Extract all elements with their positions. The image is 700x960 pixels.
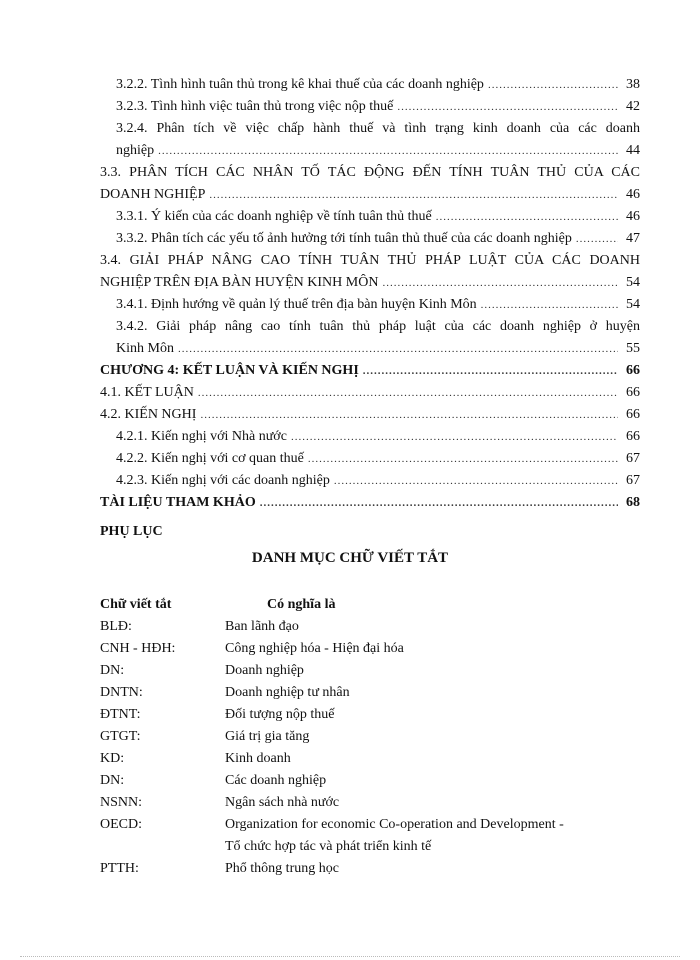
toc-leader-dots (200, 404, 618, 426)
toc-leader-dots (198, 382, 618, 404)
abbreviation-meaning (225, 748, 620, 770)
abbreviation-meaning-line: Tổ chức hợp tác và phát triển kinh tế (225, 839, 432, 854)
abbreviation-row (100, 770, 620, 792)
abbreviation-meaning-line: Doanh nghiệp tư nhân (225, 685, 350, 700)
abbreviation-row (100, 704, 620, 726)
toc-entry-text: 3.4. GIẢI PHÁP NÂNG CAO TÍNH TUÂN THỦ PHÁP LUẬT CỦA CÁC DOANH (100, 253, 640, 268)
toc-leader-dots (488, 74, 618, 96)
toc-leader-dots (363, 360, 618, 382)
abbreviations-title: DANH MỤC CHỮ VIẾT TẮT (251, 550, 449, 566)
abbreviation-term: DN: (100, 773, 125, 788)
header-abbr: Chữ viết tắt (100, 597, 172, 612)
toc-entry-text: TÀI LIỆU THAM KHẢO (100, 495, 256, 510)
toc-page-number: 67 (626, 451, 640, 466)
toc-entry-continuation (100, 338, 640, 360)
page-bottom-rule (20, 956, 680, 957)
header-meaning: Có nghĩa là (267, 597, 336, 612)
abbreviation-term: BLĐ: (100, 619, 132, 634)
toc-entry (100, 162, 640, 184)
abbreviation-row (100, 726, 620, 748)
toc-leader-dots (382, 272, 618, 294)
abbreviation-term: OECD: (100, 817, 142, 832)
toc-page-number: 54 (626, 297, 640, 312)
abbreviation-meaning (225, 682, 620, 704)
toc-page-number: 66 (626, 407, 640, 422)
abbreviation-meaning-line: Giá trị gia tăng (225, 729, 310, 744)
toc-entry-text: 3.4.1. Định hướng về quản lý thuế trên địa bàn huyện Kinh Môn (116, 297, 477, 312)
toc-entry-text: 3.2.3. Tình hình việc tuân thủ trong việc nộp thuế (116, 99, 394, 114)
abbreviation-meaning (225, 858, 620, 880)
abbreviation-term: KD: (100, 751, 125, 766)
abbreviation-term: DNTN: (100, 685, 143, 700)
toc-entry-text: 4.2. KIẾN NGHỊ (100, 407, 197, 422)
toc-page-number: 55 (626, 341, 640, 356)
table-of-contents (100, 74, 640, 514)
toc-leader-dots (481, 294, 618, 316)
abbreviation-meaning-line: Đối tượng nộp thuế (225, 707, 335, 722)
toc-leader-dots (178, 338, 618, 360)
toc-leader-dots (260, 492, 618, 514)
abbreviation-row (100, 748, 620, 770)
abbreviation-row (100, 682, 620, 704)
abbreviation-meaning (225, 814, 620, 858)
abbreviation-row (100, 660, 620, 682)
toc-page-number: 54 (626, 275, 640, 290)
toc-leader-dots (397, 96, 618, 118)
abbreviation-term: ĐTNT: (100, 707, 141, 722)
toc-entry (100, 316, 640, 338)
abbreviation-meaning (225, 792, 620, 814)
toc-entry-continuation (100, 184, 640, 206)
toc-page-number: 47 (626, 231, 640, 246)
abbreviations-header (100, 594, 620, 616)
abbreviation-meaning-line: Doanh nghiệp (225, 663, 304, 678)
toc-page-number: 67 (626, 473, 640, 488)
toc-entry-text: 4.1. KẾT LUẬN (100, 385, 194, 400)
toc-entry-text: NGHIỆP TRÊN ĐỊA BÀN HUYỆN KINH MÔN (100, 275, 379, 290)
toc-entry (100, 448, 640, 470)
toc-entry-text: 4.2.3. Kiến nghị với các doanh nghiệp (116, 473, 330, 488)
toc-entry (100, 470, 640, 492)
abbreviation-term: PTTH: (100, 861, 139, 876)
abbreviation-meaning (225, 770, 620, 792)
toc-entry (100, 404, 640, 426)
abbreviation-row (100, 858, 620, 880)
toc-leader-dots (436, 206, 618, 228)
abbreviation-row (100, 638, 620, 660)
abbreviation-meaning-line: Công nghiệp hóa - Hiện đại hóa (225, 641, 404, 656)
toc-entry-text: nghiệp (116, 143, 155, 158)
abbreviation-row (100, 792, 620, 814)
toc-entry-text: 3.2.2. Tình hình tuân thủ trong kê khai thuế của các doanh nghiệp (116, 77, 484, 92)
toc-entry (100, 228, 640, 250)
toc-leader-dots (576, 228, 618, 250)
toc-entry-text: 3.2.4. Phân tích về việc chấp hành thuế và tình trạng kinh doanh của các doanh (116, 121, 640, 136)
toc-entry (100, 492, 640, 514)
abbreviation-term: DN: (100, 663, 125, 678)
abbreviations-list (100, 594, 620, 880)
abbreviation-meaning-line: Ban lãnh đạo (225, 619, 299, 634)
abbreviation-row (100, 814, 620, 858)
toc-entry (100, 206, 640, 228)
toc-entry (100, 426, 640, 448)
abbreviation-term: GTGT: (100, 729, 141, 744)
toc-entry (100, 250, 640, 272)
toc-entry-text: 3.3.2. Phân tích các yếu tố ảnh hưởng tới tính tuân thủ thuế của các doanh nghiệp (116, 231, 572, 246)
toc-page-number: 46 (626, 187, 640, 202)
toc-page-number: 66 (626, 363, 640, 378)
abbreviation-term: CNH - HĐH: (100, 641, 176, 656)
toc-entry-text: 4.2.1. Kiến nghị với Nhà nước (116, 429, 287, 444)
toc-entry-text: CHƯƠNG 4: KẾT LUẬN VÀ KIẾN NGHỊ (100, 363, 359, 378)
toc-entry (100, 74, 640, 96)
toc-page-number: 66 (626, 385, 640, 400)
appendix-label: PHỤ LỤC (100, 524, 163, 539)
abbreviation-meaning-line: Các doanh nghiệp (225, 773, 327, 788)
abbreviation-meaning (225, 704, 620, 726)
toc-entry (100, 96, 640, 118)
toc-entry-text: Kinh Môn (116, 341, 174, 356)
toc-entry (100, 382, 640, 404)
toc-page-number: 66 (626, 429, 640, 444)
abbreviation-meaning-line: Organization for economic Co-operation and Development - (225, 817, 564, 832)
toc-leader-dots (291, 426, 618, 448)
toc-entry-continuation (100, 272, 640, 294)
toc-entry-text: 3.3. PHÂN TÍCH CÁC NHÂN TỐ TÁC ĐỘNG ĐẾN TÍNH TUÂN THỦ CỦA CÁC (100, 165, 640, 180)
abbreviation-row (100, 616, 620, 638)
abbreviation-meaning (225, 638, 620, 660)
abbreviation-meaning-line: Kinh doanh (225, 751, 291, 766)
abbreviation-meaning (225, 660, 620, 682)
toc-entry-text: 3.4.2. Giải pháp nâng cao tính tuân thủ pháp luật của các doanh nghiệp ở huyện (116, 319, 640, 334)
abbreviation-meaning-line: Phổ thông trung học (225, 861, 339, 876)
toc-leader-dots (334, 470, 618, 492)
toc-page-number: 44 (626, 143, 640, 158)
toc-entry-continuation (100, 140, 640, 162)
toc-page-number: 46 (626, 209, 640, 224)
toc-entry (100, 118, 640, 140)
toc-page-number: 42 (626, 99, 640, 114)
toc-page-number: 68 (626, 495, 640, 510)
toc-entry-text: 3.3.1. Ý kiến của các doanh nghiệp về tính tuân thủ thuế (116, 209, 432, 224)
abbreviation-meaning (225, 726, 620, 748)
toc-entry-text: DOANH NGHIỆP (100, 187, 206, 202)
toc-entry-text: 4.2.2. Kiến nghị với cơ quan thuế (116, 451, 304, 466)
toc-page-number: 38 (626, 77, 640, 92)
toc-entry (100, 294, 640, 316)
toc-leader-dots (308, 448, 618, 470)
toc-entry (100, 360, 640, 382)
toc-leader-dots (209, 184, 618, 206)
abbreviation-meaning (225, 616, 620, 638)
abbreviation-meaning-line: Ngân sách nhà nước (225, 795, 340, 810)
toc-leader-dots (158, 140, 618, 162)
abbreviation-term: NSNN: (100, 795, 143, 810)
